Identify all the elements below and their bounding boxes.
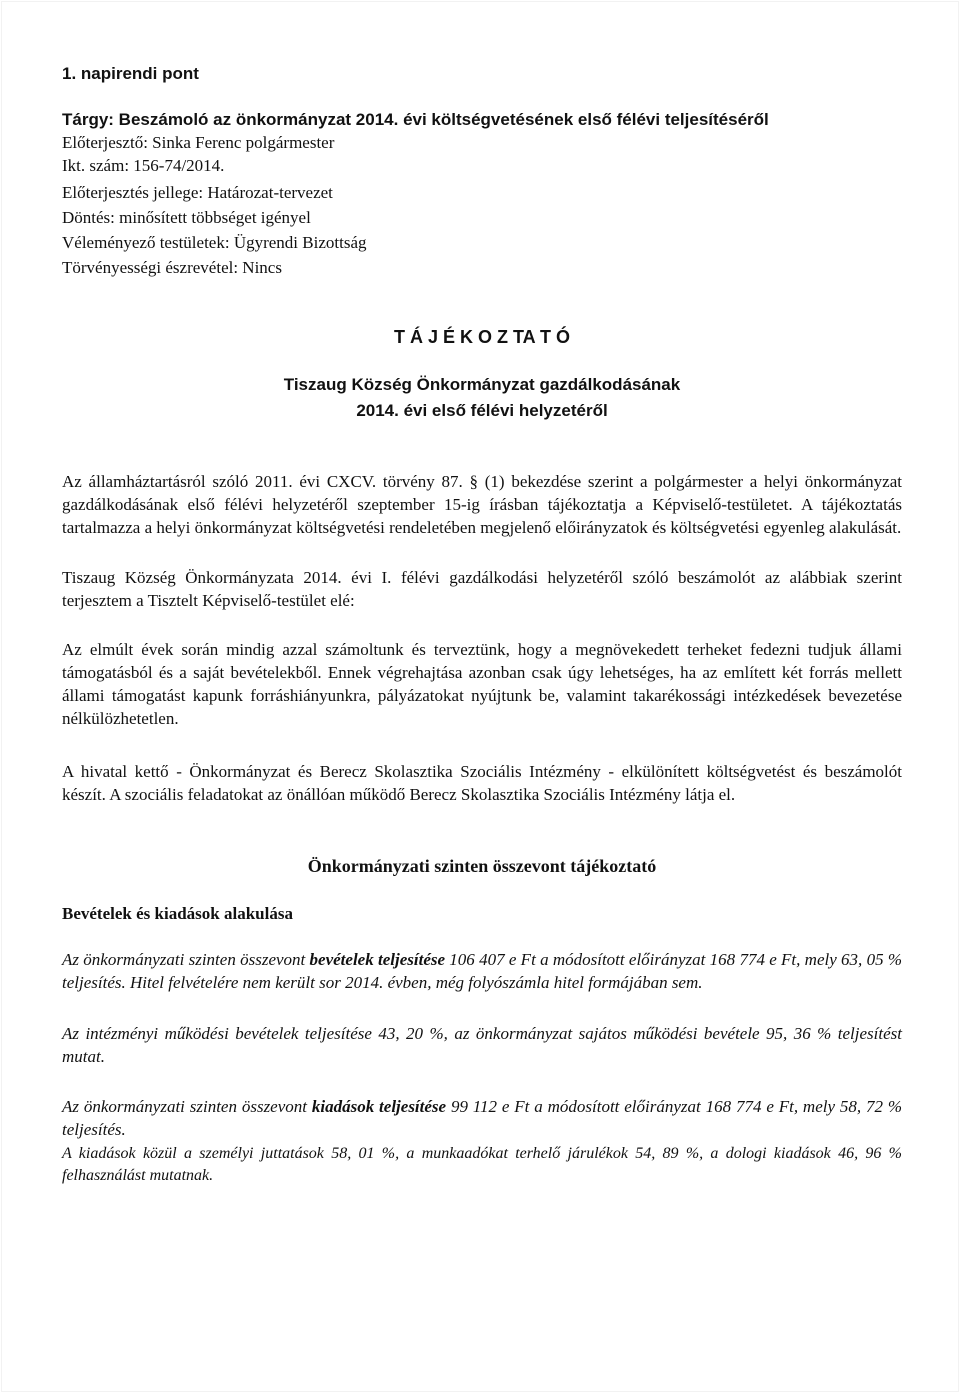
section-subheading: Bevételek és kiadások alakulása [62,904,293,923]
intro-paragraph: Az államháztartásról szóló 2011. évi CXCV. törvény 87. § (1) bekezdése szerint a polgármester a helyi önkormányzat gazdálkodásának első félévi helyzetéről szeptember 15-ig írásban tájékoztatja a Képviselő-testületet. A tájékoztatás tartalmazza a helyi önkormányzat költségvetési rendeletében megjelenő előirányzatok és költségvetési egyenleg alakulását. [62,472,902,537]
revenue-text-post: 106 407 e Ft a módosított előirányzat 168 774 e Ft, mely 63, 05 % teljesítés. Hitel felvételére nem került sor 2014. évben, még folyószámla hitel formájában sem. [62,950,903,992]
proposal-nature: Előterjesztés jellege: Határozat-tervezet [62,183,333,202]
expense-highlight: kiadások teljesítése [311,1097,447,1116]
decision-type: Döntés: minősített többséget igényel [62,208,311,227]
section-heading: Önkormányzati szinten összevont tájékoztató [307,856,657,876]
presenter-line: Előterjesztő: Sinka Ferenc polgármester [62,133,335,152]
revenue-highlight: bevételek teljesítése [309,950,446,969]
legality-remark: Törvényességi észrevétel: Nincs [62,258,282,277]
expense-text-pre: Az önkormányzati szinten összevont [62,1097,312,1116]
reviewing-committees: Véleményező testületek: Ügyrendi Bizottság [62,233,367,252]
title-line-2: 2014. évi első félévi helyzetéről [356,401,608,420]
revenue-text-pre: Az önkormányzati szinten összevont [62,950,310,969]
agenda-item: 1. napirendi pont [62,64,199,83]
planning-paragraph: Az elmúlt évek során mindig azzal számoltunk és terveztünk, hogy a megnövekedett terheket fedezni tudjuk állami támogatásból és a saját bevételekből. Ennek végrehajtása azonban csak úgy lehetséges, ha az említett két forrás mellett állami támogatást kapunk forráshiányunkra, pályázatokat nyújtunk be, valamint takarékossági intézkedések bevezetése nélkülözhetetlen. [62,640,902,728]
office-paragraph: A hivatal kettő - Önkormányzat és Berecz Skolasztika Szociális Intézmény - elkülönített költségvetést és beszámolót készít. A szociális feladatokat az önállóan működő Berecz Skolasztika Szociális Intézmény látja el. [62,762,902,804]
subject-line: Tárgy: Beszámoló az önkormányzat 2014. évi költségvetésének első félévi teljesítéséről [62,110,769,129]
expense-detail-paragraph: A kiadások közül a személyi juttatások 58, 01 %, a munkaadókat terhelő járulékok 54, 89 %, a dologi kiadások 46, 96 % felhasználást mutatnak. [62,1145,902,1184]
expense-text-post: 99 112 e Ft a módosított előirányzat 168 774 e Ft, mely 58, 72 % teljesítés. [62,1097,902,1139]
document-title: T Á J É K O Z TA T Ó [393,327,570,347]
revenue-paragraph [62,948,902,994]
submission-paragraph: Tiszaug Község Önkormányzata 2014. évi I. félévi gazdálkodási helyzetéről szóló beszámolót az alábbiak szerint terjesztem a Tisztelt Képviselő-testület elé: [62,568,902,610]
title-line-1: Tiszaug Község Önkormányzat gazdálkodásának [283,375,681,394]
institutional-revenue-paragraph: Az intézményi működési bevételek teljesítése 43, 20 %, az önkormányzat sajátos működési bevétele 95, 36 % teljesítést mutat. [62,1024,902,1066]
expense-paragraph [62,1095,902,1141]
reference-number: Ikt. szám: 156-74/2014. [62,156,225,175]
